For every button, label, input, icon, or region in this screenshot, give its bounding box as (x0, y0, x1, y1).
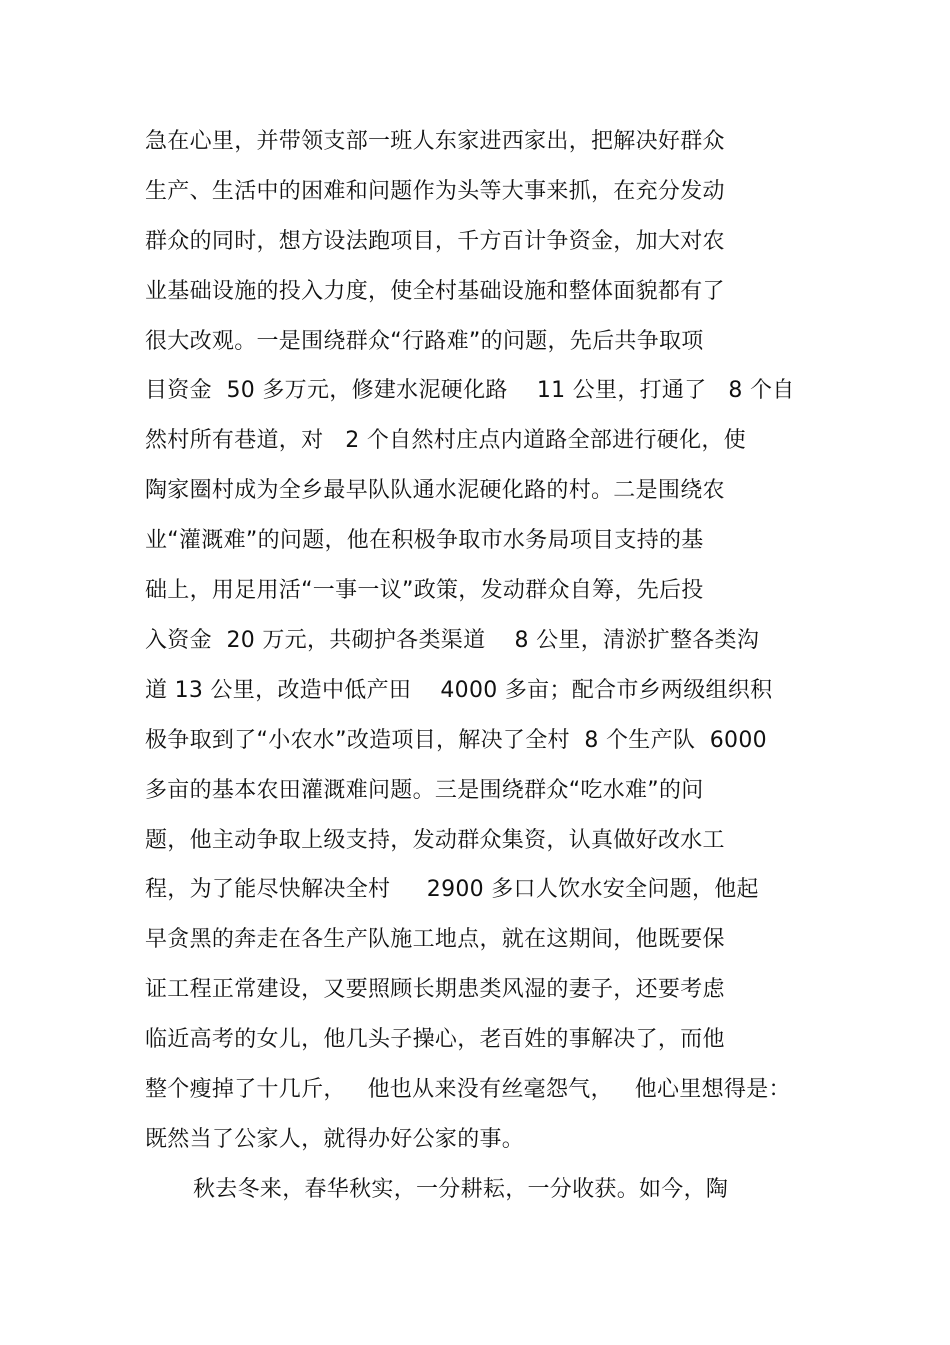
text-line: 然村所有巷道，对 2 个自然村庄点内道路全部进行硬化，使 (145, 428, 746, 453)
text-line: 很大改观。一是围绕群众“行路难”的问题，先后共争取项 (145, 329, 704, 354)
text-line: 业“灌溉难”的问题，他在积极争取市水务局项目支持的基 (145, 528, 704, 553)
text-line: 整个瘦掉了十几斤， 他也从来没有丝毫怨气， 他心里想得是： (145, 1077, 791, 1102)
text-line: 入资金 20 万元，共砌护各类渠道 8 公里，清淤扩整各类沟 (145, 628, 760, 653)
text-line: 急在心里，并带领支部一班人东家进西家出，把解决好群众 (145, 129, 725, 154)
paragraph-first-line: 秋去冬来，春华秋实，一分耕耘，一分收获。如今，陶 (193, 1177, 729, 1202)
text-line: 道 13 公里，改造中低产田 4000 多亩；配合市乡两级组织积 (145, 678, 773, 703)
text-line: 程，为了能尽快解决全村 2900 多口人饮水安全问题，他起 (145, 877, 759, 902)
text-line: 极争取到了“小农水”改造项目，解决了全村 8 个生产队 6000 (145, 728, 767, 753)
text-line: 早贪黑的奔走在各生产队施工地点，就在这期间，他既要保 (145, 927, 725, 952)
text-line: 题，他主动争取上级支持，发动群众集资，认真做好改水工 (145, 828, 725, 853)
text-line: 证工程正常建设，又要照顾长期患类风湿的妻子，还要考虑 (145, 977, 725, 1002)
text-line: 础上，用足用活“一事一议”政策，发动群众自筹，先后投 (145, 578, 704, 603)
text-line: 临近高考的女儿，他几头子操心，老百姓的事解决了，而他 (145, 1027, 725, 1052)
text-line: 既然当了公家人，就得办好公家的事。 (145, 1127, 525, 1152)
text-line: 业基础设施的投入力度，使全村基础设施和整体面貌都有了 (145, 279, 725, 304)
text-line: 多亩的基本农田灌溉难问题。三是围绕群众“吃水难”的问 (145, 778, 704, 803)
text-line: 陶家圈村成为全乡最早队队通水泥硬化路的村。二是围绕农 (145, 478, 725, 503)
text-line: 群众的同时，想方设法跑项目，千方百计争资金，加大对农 (145, 229, 725, 254)
text-line: 目资金 50 多万元，修建水泥硬化路 11 公里，打通了 8 个自 (145, 378, 795, 403)
text-line: 生产、生活中的困难和问题作为头等大事来抓，在充分发动 (145, 179, 725, 204)
